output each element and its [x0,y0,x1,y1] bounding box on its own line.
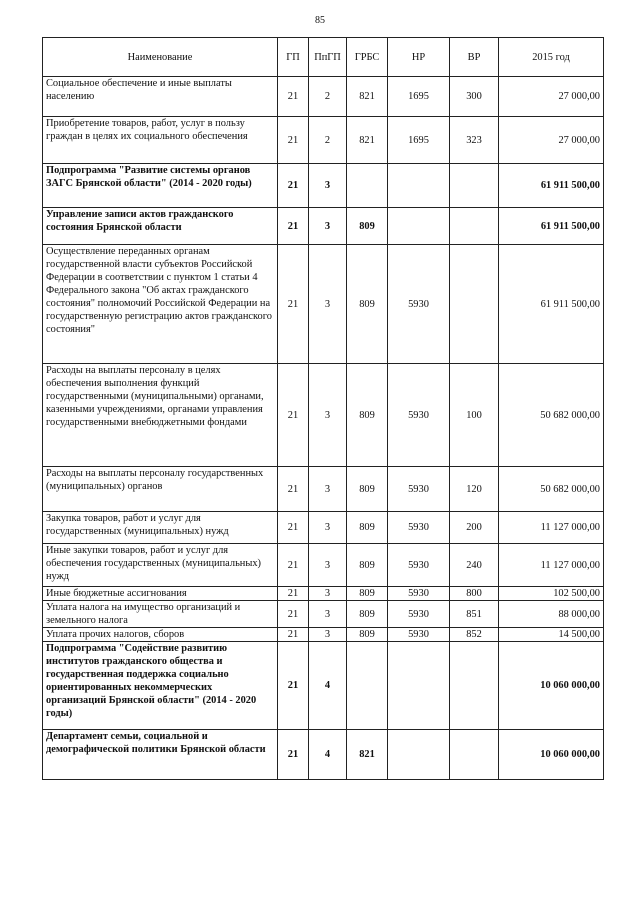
cell-amount: 61 911 500,00 [499,245,604,364]
cell-nr: 5930 [388,587,450,601]
cell-gp: 21 [278,77,309,117]
cell-ppgp: 3 [309,544,347,587]
cell-nr: 5930 [388,245,450,364]
cell-name: Департамент семьи, социальной и демографической политики Брянской области [43,730,278,780]
cell-vr: 800 [450,587,499,601]
cell-name: Расходы на выплаты персоналу в целях обеспечения выполнения функций государственными (муниципальными) органами, казенными учреждениями, органами управления государственными внебюджетными фондами [43,364,278,467]
cell-grbs: 809 [347,364,388,467]
cell-amount: 102 500,00 [499,587,604,601]
cell-amount: 11 127 000,00 [499,544,604,587]
cell-name: Социальное обеспечение и иные выплаты населению [43,77,278,117]
cell-ppgp: 2 [309,77,347,117]
cell-gp: 21 [278,164,309,208]
cell-nr [388,208,450,245]
cell-ppgp: 3 [309,601,347,628]
cell-amount: 50 682 000,00 [499,467,604,512]
cell-ppgp: 3 [309,512,347,544]
table-row [43,245,604,364]
cell-nr: 5930 [388,544,450,587]
cell-name: Приобретение товаров, работ, услуг в пользу граждан в целях их социального обеспечения [43,117,278,164]
cell-gp: 21 [278,117,309,164]
cell-nr [388,642,450,730]
cell-vr: 323 [450,117,499,164]
cell-name: Иные бюджетные ассигнования [43,587,278,601]
cell-amount: 14 500,00 [499,628,604,642]
cell-grbs: 821 [347,730,388,780]
table-row [43,642,604,730]
table-row [43,601,604,628]
cell-nr [388,730,450,780]
cell-ppgp: 3 [309,628,347,642]
table-row [43,117,604,164]
cell-vr [450,642,499,730]
cell-gp: 21 [278,467,309,512]
cell-amount: 50 682 000,00 [499,364,604,467]
cell-amount: 10 060 000,00 [499,730,604,780]
cell-grbs: 809 [347,544,388,587]
cell-ppgp: 4 [309,642,347,730]
cell-vr: 852 [450,628,499,642]
cell-gp: 21 [278,245,309,364]
column-header-grbs: ГРБС [347,38,388,77]
table-body [43,77,604,780]
cell-nr: 5930 [388,512,450,544]
cell-name: Закупка товаров, работ и услуг для государственных (муниципальных) нужд [43,512,278,544]
cell-name: Осуществление переданных органам государственной власти субъектов Российской Федерации в соответствии с пунктом 1 статьи 4 Федерального закона "Об актах гражданского состояния" полномочий Российской Федерации на государственную регистрацию актов гражданского состояния" [43,245,278,364]
cell-amount: 61 911 500,00 [499,208,604,245]
cell-gp: 21 [278,628,309,642]
column-header-year: 2015 год [499,38,604,77]
cell-vr [450,208,499,245]
cell-ppgp: 3 [309,467,347,512]
cell-name: Подпрограмма "Развитие системы органов ЗАГС Брянской области" (2014 - 2020 годы) [43,164,278,208]
table-row [43,730,604,780]
cell-nr: 5930 [388,467,450,512]
cell-amount: 88 000,00 [499,601,604,628]
cell-name: Уплата налога на имущество организаций и земельного налога [43,601,278,628]
cell-gp: 21 [278,364,309,467]
cell-nr: 1695 [388,117,450,164]
cell-vr: 120 [450,467,499,512]
cell-amount: 11 127 000,00 [499,512,604,544]
cell-amount: 27 000,00 [499,117,604,164]
table-row [43,587,604,601]
cell-amount: 27 000,00 [499,77,604,117]
cell-nr [388,164,450,208]
table-row [43,364,604,467]
cell-ppgp: 4 [309,730,347,780]
cell-ppgp: 3 [309,164,347,208]
cell-gp: 21 [278,512,309,544]
table-row [43,164,604,208]
cell-grbs: 809 [347,601,388,628]
column-header-ppgp: ПпГП [309,38,347,77]
budget-table [42,37,604,780]
cell-grbs: 809 [347,628,388,642]
cell-vr [450,164,499,208]
cell-amount: 61 911 500,00 [499,164,604,208]
cell-gp: 21 [278,208,309,245]
cell-amount: 10 060 000,00 [499,642,604,730]
cell-gp: 21 [278,642,309,730]
cell-vr [450,730,499,780]
cell-name: Подпрограмма "Содействие развитию институтов гражданского общества и государственная поддержка социально ориентированных некоммерческих организаций Брянской области" (2014 - 2020 годы) [43,642,278,730]
cell-nr: 5930 [388,601,450,628]
cell-grbs [347,164,388,208]
cell-nr: 1695 [388,77,450,117]
page-number: 85 [315,15,325,26]
cell-name: Иные закупки товаров, работ и услуг для обеспечения государственных (муниципальных) нужд [43,544,278,587]
cell-ppgp: 3 [309,245,347,364]
cell-ppgp: 3 [309,364,347,467]
cell-grbs: 821 [347,117,388,164]
cell-gp: 21 [278,587,309,601]
column-header-vr: ВР [450,38,499,77]
cell-vr: 200 [450,512,499,544]
cell-vr [450,245,499,364]
cell-vr: 240 [450,544,499,587]
cell-vr: 300 [450,77,499,117]
cell-nr: 5930 [388,628,450,642]
table-row [43,544,604,587]
cell-grbs [347,642,388,730]
column-header-gp: ГП [278,38,309,77]
cell-grbs: 809 [347,208,388,245]
cell-grbs: 809 [347,587,388,601]
cell-ppgp: 3 [309,587,347,601]
cell-name: Уплата прочих налогов, сборов [43,628,278,642]
cell-grbs: 809 [347,467,388,512]
cell-grbs: 809 [347,245,388,364]
cell-grbs: 809 [347,512,388,544]
cell-nr: 5930 [388,364,450,467]
cell-vr: 851 [450,601,499,628]
column-header-name: Наименование [43,38,278,77]
cell-gp: 21 [278,544,309,587]
column-header-nr: НР [388,38,450,77]
cell-gp: 21 [278,730,309,780]
cell-gp: 21 [278,601,309,628]
cell-vr: 100 [450,364,499,467]
table-row [43,77,604,117]
table-row [43,512,604,544]
cell-ppgp: 2 [309,117,347,164]
cell-name: Расходы на выплаты персоналу государственных (муниципальных) органов [43,467,278,512]
cell-ppgp: 3 [309,208,347,245]
cell-name: Управление записи актов гражданского состояния Брянской области [43,208,278,245]
table-header-row [43,38,604,77]
table-row [43,208,604,245]
cell-grbs: 821 [347,77,388,117]
table-row [43,628,604,642]
table-row [43,467,604,512]
